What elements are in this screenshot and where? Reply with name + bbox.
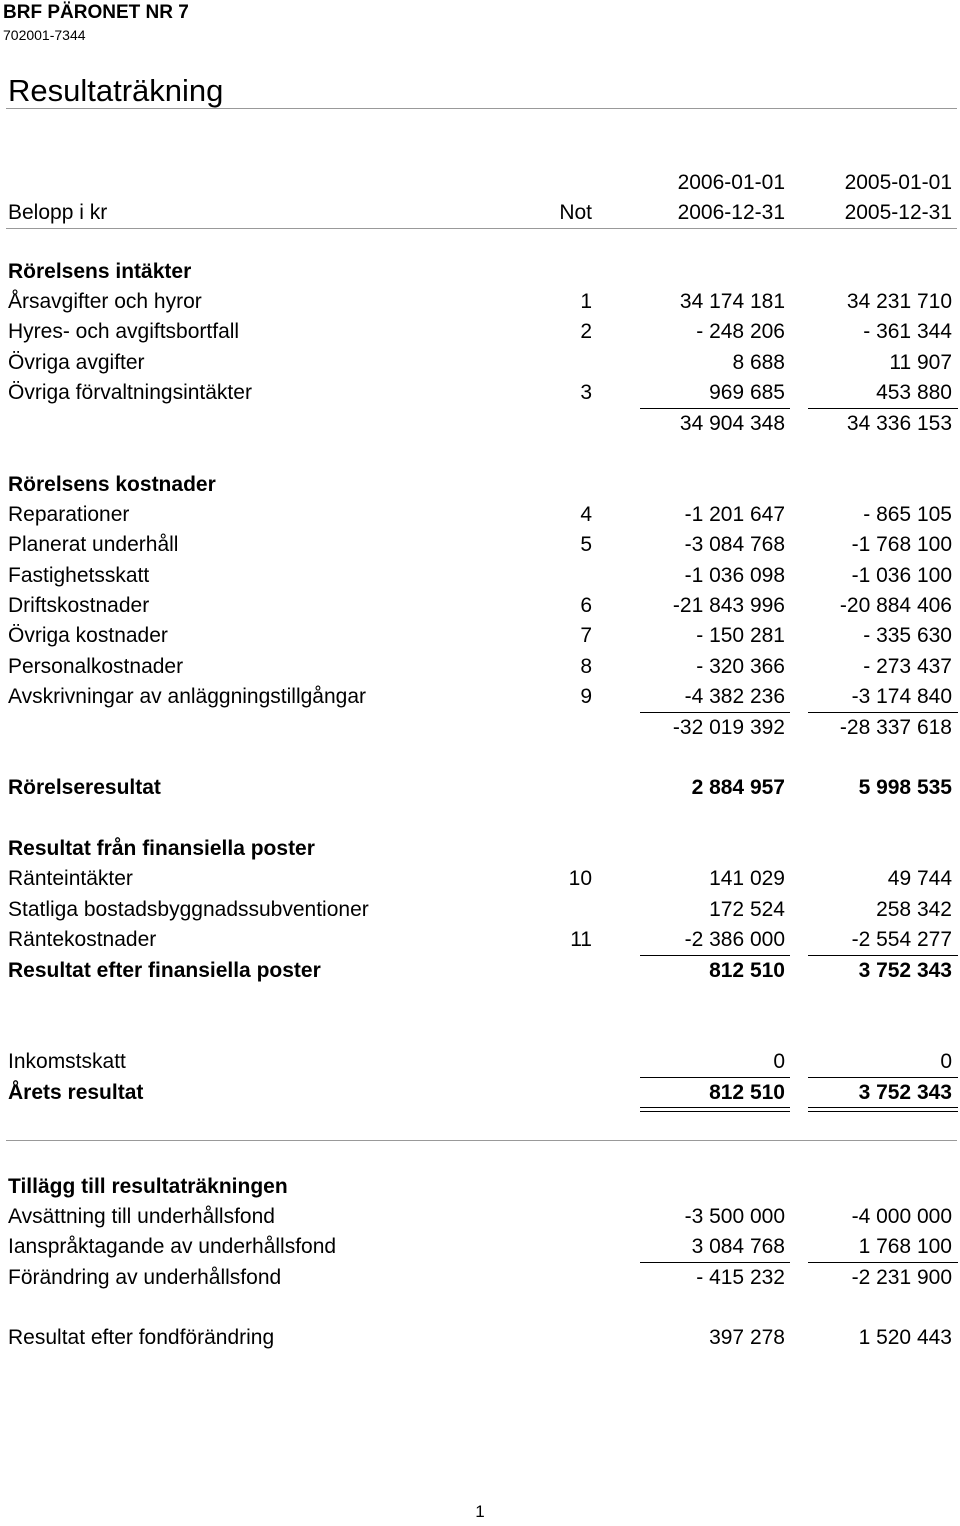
table-row — [0, 591, 960, 621]
table-row — [0, 652, 960, 682]
section-heading — [0, 257, 960, 287]
row-value-2005: -1 036 100 — [851, 564, 952, 587]
row-note: 9 — [580, 685, 592, 708]
not-header: Not — [559, 201, 592, 224]
table-row — [0, 895, 960, 925]
row-label: Driftskostnader — [8, 594, 150, 617]
table-row — [0, 621, 960, 651]
row-note: 10 — [568, 867, 592, 890]
row-note: 4 — [580, 503, 592, 526]
section-heading — [0, 834, 960, 864]
row-value-2006: 8 688 — [732, 351, 785, 374]
row-value-2005: - 335 630 — [863, 624, 952, 647]
row-value-2005: - 273 437 — [863, 655, 952, 678]
section-heading — [0, 1172, 960, 1202]
row-value-2006: 141 029 — [709, 867, 785, 890]
page-number: 1 — [475, 1502, 485, 1521]
double-underline — [808, 1107, 958, 1108]
row-value-2005: -20 884 406 — [839, 594, 952, 617]
org-number: 702001-7344 — [3, 27, 86, 43]
row-value-2005: 34 231 710 — [846, 290, 952, 313]
table-row — [0, 561, 960, 591]
row-value-2005: 1 768 100 — [858, 1235, 952, 1258]
fondforandring-row — [0, 1323, 960, 1353]
tillagg-heading: Tillägg till resultaträkningen — [8, 1175, 288, 1198]
row-value-2006: - 320 366 — [696, 655, 785, 678]
intakter-heading: Rörelsens intäkter — [8, 260, 192, 283]
row-label: Övriga kostnader — [8, 624, 168, 647]
table-row — [0, 287, 960, 317]
row-value-2006: 397 278 — [709, 1326, 785, 1349]
period-2005-from: 2005-01-01 — [844, 171, 952, 194]
double-underline — [640, 1107, 790, 1108]
row-value-2005: -2 231 900 — [851, 1266, 952, 1289]
row-note: 8 — [580, 655, 592, 678]
row-value-2005: 11 907 — [889, 351, 952, 374]
row-value-2006: - 248 206 — [696, 320, 785, 343]
row-label: Avskrivningar av anläggningstillgångar — [8, 685, 366, 708]
table-row — [0, 1232, 960, 1262]
row-label: Förändring av underhållsfond — [8, 1266, 282, 1289]
row-value-2005: - 361 344 — [863, 320, 952, 343]
table-row — [0, 530, 960, 560]
org-name: BRF PÄRONET NR 7 — [3, 2, 189, 23]
row-label: Personalkostnader — [8, 655, 184, 678]
intakter-sum-2005: 34 336 153 — [846, 412, 952, 435]
row-value-2005: - 865 105 — [863, 503, 952, 526]
row-label: Planerat underhåll — [8, 533, 179, 556]
row-label: Rörelseresultat — [8, 776, 161, 799]
row-value-2006: 812 510 — [709, 1081, 785, 1104]
period-2006-from: 2006-01-01 — [677, 171, 785, 194]
row-value-2006: - 150 281 — [696, 624, 785, 647]
table-row — [0, 1202, 960, 1232]
row-value-2005: -3 174 840 — [851, 685, 952, 708]
rorelseresultat-row — [0, 773, 960, 803]
row-value-2005: -1 768 100 — [851, 533, 952, 556]
section-divider — [6, 1140, 957, 1141]
section-heading — [0, 470, 960, 500]
row-value-2005: 453 880 — [876, 381, 952, 404]
row-label: Reparationer — [8, 503, 130, 526]
row-note: 3 — [580, 381, 592, 404]
row-note: 6 — [580, 594, 592, 617]
intakter-sum-2006: 34 904 348 — [679, 412, 785, 435]
kostnader-sum-2005: -28 337 618 — [839, 716, 952, 739]
row-value-2006: 34 174 181 — [679, 290, 785, 313]
double-underline — [808, 1111, 958, 1112]
row-value-2006: 969 685 — [709, 381, 785, 404]
table-row — [0, 1263, 960, 1293]
subtotal-row — [0, 409, 960, 439]
row-value-2006: -1 036 098 — [684, 564, 785, 587]
row-value-2006: 2 884 957 — [691, 776, 785, 799]
row-label: Statliga bostadsbyggnadssubventioner — [8, 898, 369, 921]
row-label: Ränteintäkter — [8, 867, 133, 890]
kostnader-sum-2006: -32 019 392 — [672, 716, 785, 739]
row-label: Avsättning till underhållsfond — [8, 1205, 275, 1228]
row-value-2005: -2 554 277 — [851, 928, 952, 951]
row-note: 7 — [580, 624, 592, 647]
row-value-2006: 172 524 — [709, 898, 785, 921]
row-value-2005: 5 998 535 — [858, 776, 952, 799]
row-value-2006: -3 500 000 — [684, 1205, 785, 1228]
finansiella-heading: Resultat från finansiella poster — [8, 837, 315, 860]
row-label: Övriga förvaltningsintäkter — [8, 381, 252, 404]
period-2005-to: 2005-12-31 — [844, 201, 952, 224]
row-note: 5 — [580, 533, 592, 556]
row-value-2006: -4 382 236 — [684, 685, 785, 708]
period-2006-to: 2006-12-31 — [677, 201, 785, 224]
kostnader-heading: Rörelsens kostnader — [8, 473, 216, 496]
row-value-2006: -2 386 000 — [684, 928, 785, 951]
row-value-2006: 812 510 — [709, 959, 785, 982]
row-label: Fastighetsskatt — [8, 564, 150, 587]
amount-label: Belopp i kr — [8, 201, 108, 224]
table-row — [0, 317, 960, 347]
row-label: Hyres- och avgiftsbortfall — [8, 320, 240, 343]
row-value-2006: - 415 232 — [696, 1266, 785, 1289]
page-title: Resultaträkning — [8, 73, 224, 108]
row-value-2006: 3 084 768 — [691, 1235, 785, 1258]
row-value-2005: 258 342 — [876, 898, 952, 921]
row-value-2005: 0 — [940, 1050, 952, 1073]
row-note: 11 — [570, 928, 592, 951]
row-value-2005: 1 520 443 — [858, 1326, 952, 1349]
double-underline — [640, 1111, 790, 1112]
table-row — [0, 925, 960, 955]
row-label: Räntekostnader — [8, 928, 157, 951]
row-label: Övriga avgifter — [8, 351, 145, 374]
row-label: Resultat efter finansiella poster — [8, 959, 321, 982]
row-value-2006: -3 084 768 — [684, 533, 785, 556]
row-label: Resultat efter fondförändring — [8, 1326, 275, 1349]
skatt-row — [0, 1047, 960, 1077]
row-label: Årets resultat — [8, 1081, 144, 1104]
table-row — [0, 378, 960, 408]
row-label: Inkomstskatt — [8, 1050, 126, 1073]
header-divider — [6, 228, 957, 229]
row-value-2006: 0 — [773, 1050, 785, 1073]
table-row — [0, 864, 960, 894]
period-from-row — [0, 168, 960, 198]
row-value-2005: 3 752 343 — [858, 1081, 952, 1104]
row-value-2005: -4 000 000 — [851, 1205, 952, 1228]
row-value-2006: -21 843 996 — [672, 594, 785, 617]
row-note: 1 — [580, 290, 592, 313]
arets-resultat-row — [0, 1078, 960, 1108]
row-value-2005: 3 752 343 — [858, 959, 952, 982]
finansiella-result-row — [0, 956, 960, 986]
subtotal-row — [0, 713, 960, 743]
table-row — [0, 500, 960, 530]
column-header-row — [0, 198, 960, 228]
row-label: Ianspråktagande av underhållsfond — [8, 1235, 337, 1258]
row-value-2006: -1 201 647 — [684, 503, 785, 526]
table-row — [0, 348, 960, 378]
row-value-2005: 49 744 — [887, 867, 952, 890]
row-label: Årsavgifter och hyror — [8, 290, 202, 313]
table-row — [0, 682, 960, 712]
row-note: 2 — [580, 320, 592, 343]
title-divider — [6, 108, 957, 109]
